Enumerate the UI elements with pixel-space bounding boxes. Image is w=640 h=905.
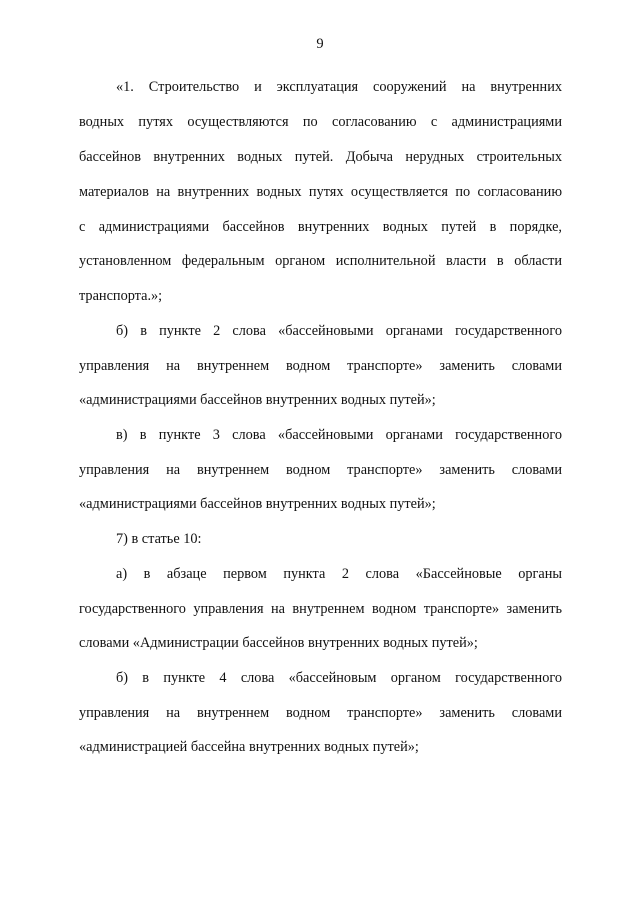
paragraph-line: а) в абзаце первом пункта 2 слова «Бассейновые органы <box>116 566 562 582</box>
paragraph-line: управления на внутреннем водном транспорте» заменить словами <box>79 462 562 478</box>
paragraph-line: «1. Строительство и эксплуатация сооружений на внутренних <box>116 79 562 95</box>
paragraph-line: с администрациями бассейнов внутренних водных путей в порядке, <box>79 219 562 235</box>
page-number: 9 <box>316 36 324 52</box>
paragraph-line: установленном федеральным органом исполнительной власти в области <box>79 253 562 269</box>
paragraph-line: водных путях осуществляются по согласованию с администрациями <box>79 114 562 130</box>
paragraph-line: б) в пункте 4 слова «бассейновым органом государственного <box>116 670 562 686</box>
paragraph-line: государственного управления на внутреннем водном транспорте» заменить <box>79 601 562 617</box>
paragraph-line: транспорта.»; <box>79 288 163 304</box>
paragraph-line: управления на внутреннем водном транспорте» заменить словами <box>79 705 562 721</box>
paragraph-line: б) в пункте 2 слова «бассейновыми органами государственного <box>116 323 562 339</box>
paragraph-line: «администрациями бассейнов внутренних водных путей»; <box>79 392 436 408</box>
paragraph-line: материалов на внутренних водных путях осуществляется по согласованию <box>79 184 562 200</box>
paragraph-line: словами «Администрации бассейнов внутренних водных путей»; <box>79 635 478 651</box>
paragraph-line: бассейнов внутренних водных путей. Добыча нерудных строительных <box>79 149 562 165</box>
paragraph-line: «администрациями бассейнов внутренних водных путей»; <box>79 496 436 512</box>
paragraph-line: 7) в статье 10: <box>116 531 202 547</box>
paragraph-line: «администрацией бассейна внутренних водных путей»; <box>79 739 419 755</box>
paragraph-line: управления на внутреннем водном транспорте» заменить словами <box>79 358 562 374</box>
paragraph-line: в) в пункте 3 слова «бассейновыми органами государственного <box>116 427 562 443</box>
